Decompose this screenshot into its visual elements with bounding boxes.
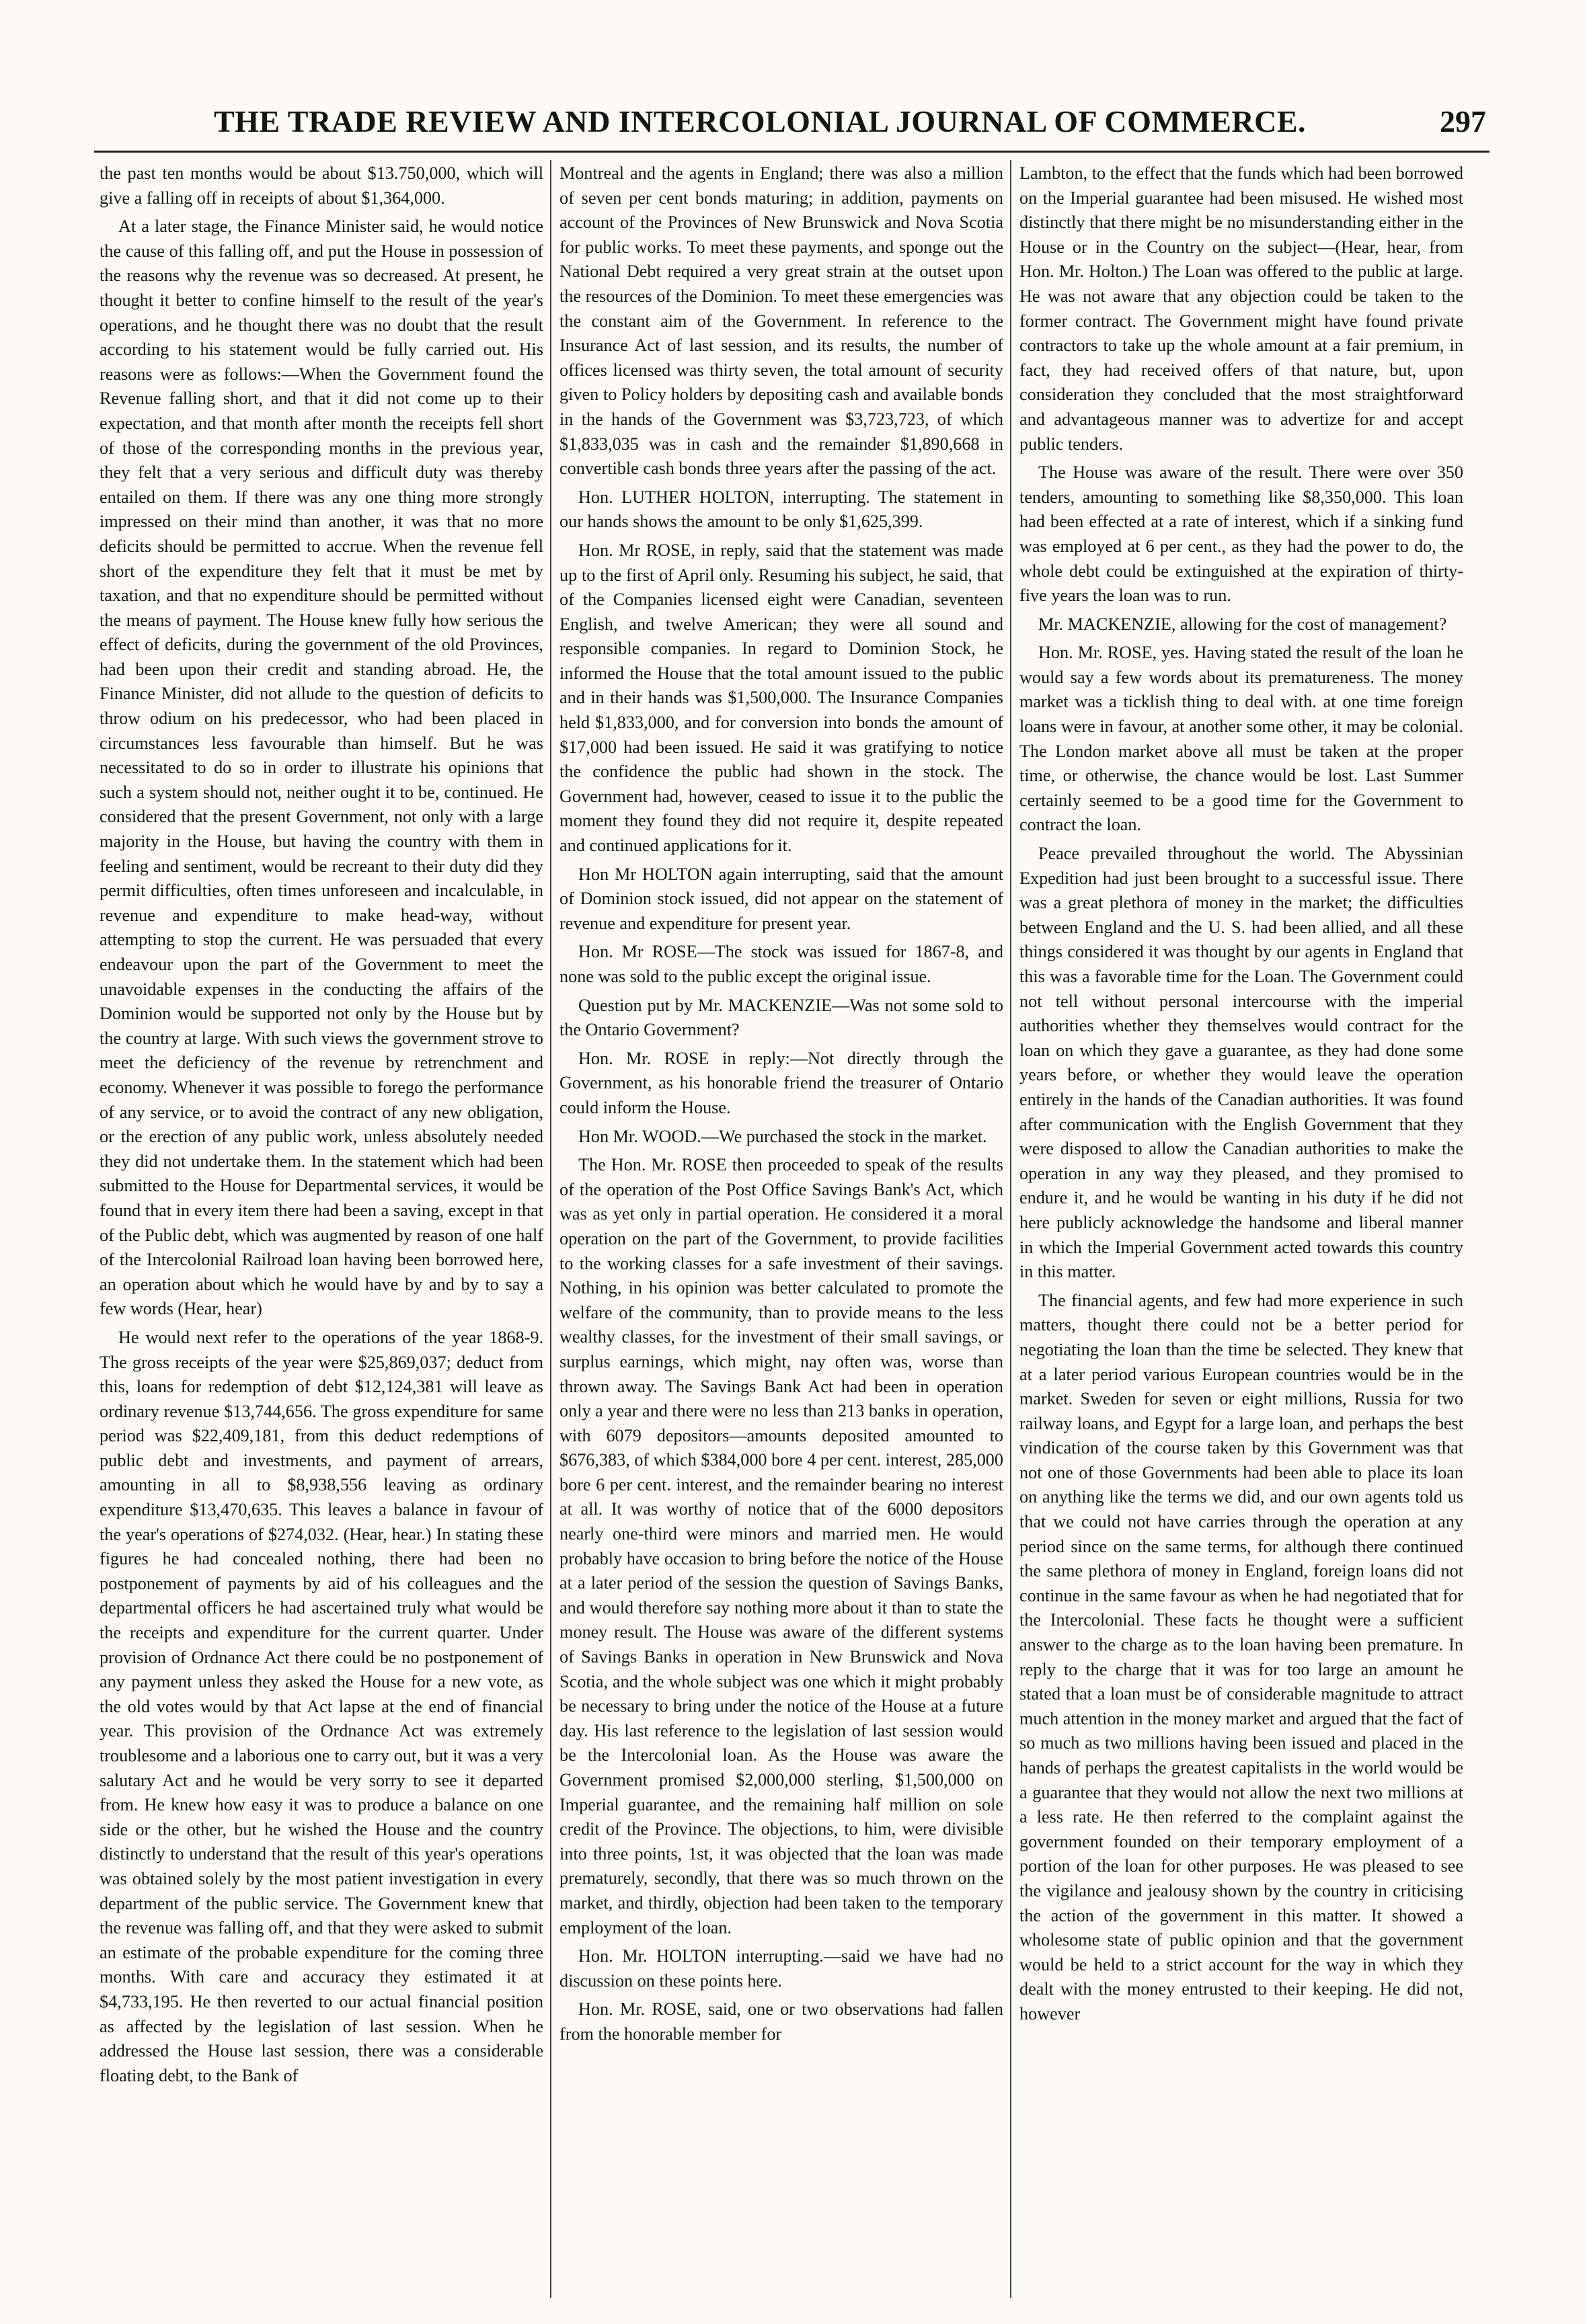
paragraph: Question put by Mr. MACKENZIE—Was not some sold to the Ontario Government? [559,995,1003,1040]
paragraph: He would next refer to the operations of the year 1868-9. The gross receipts of the year were $25,869,037; deduct from this, loans for redemption of debt $12,124,381 will leave as ordinary revenue $13,744,656. The gross expenditure for same period was $22,409,181, from this deduct redemptions of public debt and investments, and payment of arrears, amounting in all to $8,938,556 leaving as ordinary expenditure $13,470,635. This leaves a balance in favour of the year's operations of $274,032. (Hear, hear.) In stating these figures he had concealed nothing, there had been no postponement of payments by aid of his colleagues and the departmental officers he had ascertained truly what would be the receipts and expenditure for the current quarter. Under provision of Ordnance Act there could be no postponement of any payment unless they asked the House for a new vote, as the old votes would by that Act lapse at the end of financial year. This provision of the Ordnance Act was extremely troublesome and a laborious one to carry out, but it was a very salutary Act and he would be very sorry to see it departed from. He knew how easy it was to produce a balance on one side or the other, but he wished the House and the country distinctly to understand that the result of this year's operations was obtained solely by the most patient investigation in every department of the public service. The Government knew that the revenue was falling off, and that they were asked to submit an estimate of the probable expenditure for the coming three months. With care and accuracy they estimated it at $4,733,195. He then reverted to our actual financial position as affected by the legislation of last session. When he addressed the House last session, there was a considerable floating debt, to the Bank of [100,1327,543,2085]
paragraph: Hon. Mr ROSE, in reply, said that the statement was made up to the first of April only. Resuming his subject, he said, that of the Companies licensed eight were Canadian, seventeen English, and twelve American; they were all sound and responsible companies. In regard to Dominion Stock, he informed the House that the total amount issued to the public and in their hands was $1,500,000. The Insurance Companies held $1,833,000, and for conversion into bonds the amount of $17,000 had been issued. He said it was gratifying to notice the confidence the public had shown in the stock. The Government had, however, ceased to issue it to the public the moment they found they did not require it, despite repeated and continued applications for it. [559,540,1003,856]
paragraph: The House was aware of the result. There were over 350 tenders, amounting to something like $8,350,000. This loan had been effected at a rate of interest, which if a sinking fund was employed at 6 per cent., as they had the power to do, the whole debt could be extinguished at the expiration of thirty-five years the loan was to run. [1019,463,1463,606]
paragraph: Hon. Mr. HOLTON interrupting.—said we have had no discussion on these points here. [559,1946,1003,1991]
text-column-1 [100,161,543,2299]
text-column-2 [559,161,1003,2299]
running-header [101,101,1486,148]
journal-title: THE TRADE REVIEW AND INTERCOLONIAL JOURNAL OF COMMERCE. [213,104,1307,138]
column-divider [1010,160,1011,2298]
paragraph: Hon Mr. WOOD.—We purchased the stock in the market. [578,1126,987,1146]
paragraph: The financial agents, and few had more experience in such matters, thought there could not be a better period for negotiating the loan than the time be selected. They knew that at a later period various European countries would be in the market. Sweden for seven or eight millions, Russia for two railway loans, and Egypt for a large loan, and perhaps the best vindication of the course taken by this Government was that not one of those Governments had been able to place its loan on anything like the terms we did, and our own agents told us that we could not have carries through the operation at any period since on the same terms, for although there continued the same plethora of money in England, foreign loans did not continue in the same favour as when he had negotiated that for the Intercolonial. These facts he thought were a sufficient answer to the charge as to the loan having been premature. In reply to the charge that it was for too large an amount he stated that a loan must be of considerable magnitude to attract much attention in the money market and argued that the fact of so much as two millions having been issued and placed in the hands of perhaps the greatest capitalists in the world would be a guarantee that they would not allow the next two millions at a less rate. He then referred to the complaint against the government founded on their temporary employment of a portion of the loan for other purposes. He was pleased to see the vigilance and jealousy shown by the country in criticising the action of the government in this matter. It showed a wholesome state of public opinion and that the government would be held to a strict account for the way in which they dealt with the money entrusted to their keeping. He did not, however [1019,1290,1463,2024]
header-rule [94,151,1490,153]
paragraph: The Hon. Mr. ROSE then proceeded to speak of the results of the operation of the Post Office Savings Bank's Act, which was as yet only in partial operation. He considered it a moral operation on the part of the Government, to provide facilities to the working classes for a safe investment of their savings. Nothing, in his opinion was better calculated to promote the welfare of the community, than to provide means to the less wealthy classes, for the investment of their small savings, or surplus earnings, which might, nay often was, worse than thrown away. The Savings Bank Act had been in operation only a year and there were no less than 213 banks in operation, with 6079 depositors—amounts deposited amounted to $676,383, of which $384,000 bore 4 per cent. interest, 285,000 bore 6 per cent. interest, and the remainder bearing no interest at all. It was worthy of notice that of the 6000 depositors nearly one-third were minors and married men. He would probably have occasion to bring before the notice of the House at a later period of the session the question of Savings Banks, and would therefore say nothing more about it than to state the money result. The House was aware of the different systems of Savings Banks in operation in New Brunswick and Nova Scotia, and the whole subject was one which it might probably be necessary to bring under the notice of the House at a future day. His last reference to the legislation of last session would be the Intercolonial loan. As the House was aware the Government promised $2,000,000 sterling, $1,500,000 on Imperial guarantee, and the remaining half million on sole credit of the Province. The objections, to him, were divisible into three points, 1st, it was objected that the loan was made prematurely, secondly, that there was so much thrown on the market, and thirdly, objection had been taken to the temporary employment of the loan. [559,1155,1003,1937]
text-column-3 [1019,161,1463,2299]
paragraph: Hon. Mr. ROSE, yes. Having stated the result of the loan he would say a few words about its prematureness. The money market was a ticklish thing to deal with. at one time foreign loans were in favour, at another some other, it may be colonial. The London market above all must be taken at the proper time, or otherwise, the chance would be lost. Last Summer certainly seemed to be a good time for the Government to contract the loan. [1019,643,1463,835]
paragraph: Peace prevailed throughout the world. The Abyssinian Expedition had just been brought to a successful issue. There was a great plethora of money in the market; the difficulties between England and the U. S. had been allied, and all these things considered it was thought by our agents in England that this was a favorable time for the Loan. The Government could not tell without personal intercourse with the imperial authorities whether they themselves would contract for the loan on which they gave a guarantee, as they had done some years before, or whether they would leave the operation entirely in the hands of the Canadian authorities. It was found after communication with the English Government that they were disposed to allow the Canadian authorities to make the operation in any way they pleased, and they promised to endure it, and he would be wanting in his duty if he did not here publicly acknowledge the handsome and liberal manner in which the Imperial Government acted towards this country in this matter. [1019,844,1463,1282]
column-divider [550,160,551,2298]
paragraph: Hon. Mr. ROSE, said, one or two observations had fallen from the honorable member for [559,1999,1003,2044]
paragraph: Hon. Mr. ROSE in reply:—Not directly through the Government, as his honorable friend the treasurer of Ontario could inform the House. [559,1048,1003,1117]
paragraph: Hon Mr HOLTON again interrupting, said that the amount of Dominion stock issued, did not appear on the statement of revenue and expenditure for present year. [559,864,1003,933]
paragraph: the past ten months would be about $13.750,000, which will give a falling off in receipts of about $1,364,000. [100,163,543,208]
paragraph: Hon. LUTHER HOLTON, interrupting. The statement in our hands shows the amount to be only $1,625,399. [559,487,1003,532]
paragraph: At a later stage, the Finance Minister said, he would notice the cause of this falling off, and put the House in possession of the reasons why the revenue was so decreased. At present, he thought it better to confine himself to the result of the year's operations, and he thought there was no doubt that the result according to his statement would be fully carried out. His reasons were as follows:—When the Government found the Revenue falling short, and that it did not come up to their expectation, and that month after month the receipts fell short of those of the corresponding months in the previous year, they felt that a very serious and difficult duty was thereby entailed on them. If there was any one thing more strongly impressed on their mind than another, it was that no more deficits should be permitted to accrue. When the revenue fell short of the expenditure they felt that it must be met by taxation, and that no expenditure should be permitted without the means of payment. The House knew fully how serious the effect of deficits, during the government of the old Provinces, had been upon their credit and standing abroad. He, the Finance Minister, did not allude to the question of deficits to throw odium on his predecessor, who had been placed in circumstances less favourable than himself. But he was necessitated to do so in order to illustrate his opinions that such a system should not, neither ought it to be, continued. He considered that the present Government, not only with a large majority in the House, but having the country with them in feeling and sentiment, would be recreant to their duty did they permit difficulties, often times unforeseen and incalculable, in revenue and expenditure to make head-way, without attempting to stop the current. He was persuaded that every endeavour upon the part of the Government to meet the unavoidable expenses in the conducting the affairs of the Dominion would be supported not only by the House but by the country at large. With such views the government strove to meet the deficiency of the revenue by retrenchment and economy. Whenever it was possible to forego the performance of any service, or to avoid the contract of any new obligation, or the erection of any public work, unless absolutely needed they did not undertake them. In the statement which had been submitted to the House for Departmental services, it would be found that in every item there had been a saving, except in that of the Public debt, which was augmented by reason of one half of the Intercolonial Railroad loan having been borrowed here, an operation about which he would have by and by to say a few words (Hear, hear) [100,216,543,1319]
page-number: 297 [1440,104,1486,138]
paragraph: Lambton, to the effect that the funds which had been borrowed on the Imperial guarantee had been misused. He wished most distinctly that there might be no misunderstanding either in the House or in the Country on the subject—(Hear, hear, from Hon. Mr. Holton.) The Loan was offered to the public at large. He was not aware that any objection could be taken to the former contract. The Government might have found private contractors to take up the whole amount at a fair premium, in fact, they had received offers of that nature, but, upon consideration they concluded that the most straightforward and advantageous manner was to advertize for and accept public tenders. [1019,163,1463,454]
paragraph: Mr. MACKENZIE, allowing for the cost of management? [1038,614,1447,634]
paragraph: Montreal and the agents in England; there was also a million of seven per cent bonds maturing; in addition, payments on account of the Provinces of New Brunswick and Nova Scotia for public works. To meet these payments, and sponge out the National Debt required a very great strain at the outset upon the resources of the Dominion. To meet these emergencies was the constant aim of the Government. In reference to the Insurance Act of last session, and its results, the number of offices licensed was thirty seven, the total amount of security given to Policy holders by depositing cash and available bonds in the hands of the Government was $3,723,723, of which $1,833,035 was in cash and the remainder $1,890,668 in convertible cash bonds three years after the passing of the act. [559,163,1003,479]
paragraph: Hon. Mr ROSE—The stock was issued for 1867-8, and none was sold to the public except the original issue. [559,942,1003,986]
